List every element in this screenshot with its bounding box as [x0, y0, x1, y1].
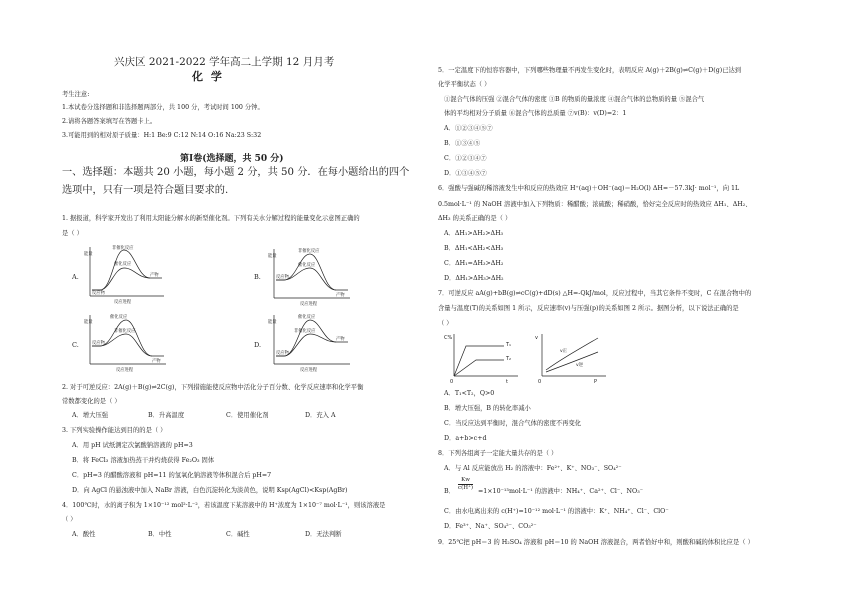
q6-option-b: B．ΔH₁<ΔH₂<ΔH₃	[444, 245, 504, 252]
q1a-cat: 催化反应	[114, 262, 132, 267]
q1c-product: 产物	[152, 359, 161, 364]
q7f1-t1: T₁	[506, 342, 512, 348]
q1-stem-line2: 是（ ）	[62, 230, 83, 237]
q1d-xlabel: 反应进程	[300, 368, 318, 373]
q7f1-ylabel: C%	[444, 335, 453, 341]
q1d-noncat: 非催化反应	[294, 329, 316, 334]
q1a-product: 产物	[150, 273, 159, 278]
q8-option-c: C．由水电离出来的 c(H⁺)=10⁻¹² mol·L⁻¹ 的溶液中：K⁺、NH₄⁺、Cl⁻、ClO⁻	[444, 508, 669, 515]
q6-stem-line2: 0.5mol·L⁻¹ 的 NaOH 溶液中加入下列物质：稀醋酸；浓硫酸；稀硝酸，恰好完全反应时的热效应 ΔH₁、ΔH₂、	[438, 201, 752, 208]
q7f2-vreverse: v逆	[576, 363, 584, 368]
q1a-reactant: 反应物	[92, 291, 105, 296]
q3-option-a: A．用 pH 试纸测定次氯酸钠溶液的 pH=3	[72, 442, 193, 449]
q1b-product: 产物	[336, 293, 345, 298]
q4-stem-line1: 4．100℃时，水的离子积为 1×10⁻¹² mol²·L⁻²，若该温度下某溶液中的 H⁺浓度为 1×10⁻⁷ mol·L⁻¹，则该溶液是	[62, 502, 386, 509]
q1c-ylabel: 能量	[84, 320, 93, 325]
section-instruction: 一、选择题：本题共 20 小题，每小题 2 分，共 50 分．在每小题给出的四个选项中，只有一项是符合题目要求的.	[62, 167, 410, 196]
q5-list-line1: ①混合气体的压强 ②混合气体的密度 ③B 的物质的量浓度 ④混合气体的总物质的量 ⑤混合气	[444, 96, 705, 103]
q2-stem-line1: 2. 对于可逆反应：2A(g)＋B(g)⇌2C(g)，下列措施能使反应物中活化分子百分数、化学反应速率和化学平衡	[62, 384, 364, 391]
q1b-cat: 催化反应	[298, 263, 316, 268]
q1b-noncat: 非催化反应	[298, 249, 320, 254]
q7-option-b: B．增大压强，B 的转化率减小	[444, 405, 531, 412]
q1-option-d-label: D.	[254, 341, 262, 349]
q5-option-a: A．①②③④⑤⑦	[444, 125, 493, 132]
q4-option-b: B．中性	[148, 531, 172, 538]
q1-option-a-label: A.	[72, 273, 79, 281]
q7f2-ylabel: v	[535, 335, 538, 341]
q7-option-d: D．a+b>c+d	[444, 435, 487, 442]
q7-figure-2	[532, 330, 610, 386]
q1-stem-line1: 1. 据报道，科学家开发出了利用太阳能分解水的新型催化剂。下列有关水分解过程的能量变化示意图正确的	[62, 215, 360, 222]
q1d-cat: 催化反应	[298, 315, 316, 320]
q1-option-c-label: C.	[72, 341, 79, 349]
q2-option-d: D．充入 A	[305, 412, 336, 419]
q1d-product: 产物	[336, 337, 345, 342]
q2-option-b: B．升高温度	[148, 412, 185, 419]
q1a-noncat: 非催化反应	[112, 246, 134, 251]
q8-option-b-fraction	[458, 477, 473, 492]
q6-option-a: A．ΔH₁>ΔH₂>ΔH₃	[444, 230, 504, 237]
q4-option-c: C．碱性	[226, 531, 250, 538]
q1b-ylabel: 能量	[268, 254, 277, 259]
q1c-xlabel: 反应进程	[116, 368, 134, 373]
q6-option-c: C．ΔH₁=ΔH₃>ΔH₂	[444, 260, 504, 267]
q8-option-b-text: =1×10⁻¹³mol·L⁻¹ 的溶液中：NH₄⁺、Ca²⁺、Cl⁻、NO₃⁻	[478, 488, 644, 495]
q3-option-d: D．向 AgCl 的悬浊液中加入 NaBr 溶液，白色沉淀转化为淡黄色，说明 Ksp(AgCl)<Ksp(AgBr)	[72, 487, 348, 494]
q6-stem-line3: ΔH₃ 的关系正确的是（ ）	[438, 215, 512, 222]
q8-stem: 8．下列各组离子一定能大量共存的是（ ）	[438, 450, 558, 457]
q1b-reactant: 反应物	[276, 275, 289, 280]
q8-option-d: D．Fe³⁺、Na⁺、SO₄²⁻、CO₃²⁻	[444, 523, 537, 530]
q7f2-xlabel: P	[594, 379, 598, 385]
q1d-reactant: 反应物	[276, 351, 289, 356]
section-title: 第Ⅰ卷(选择题，共 50 分)	[180, 154, 284, 164]
q5-option-d: D．①③④⑤⑦	[444, 170, 487, 177]
q1c-noncat: 非催化反应	[114, 329, 136, 334]
q1-graph-d	[268, 312, 352, 374]
q7-stem-line2: 含量与温度(T)的关系如图 1 所示，反应速率(v)与压强(p)的关系如图 2 所示。据图分析，以下说法正确的是	[438, 305, 739, 312]
q1b-xlabel: 反应进程	[300, 302, 318, 307]
q7f2-vforward: v正	[560, 349, 568, 354]
q5-stem-line1: 5．一定温度下的恒容容器中，下列哪些物理量不再发生变化时，表明反应 A(g)＋2B(g)⇌C(g)＋D(g)已达到	[438, 67, 742, 74]
q4-option-a: A．酸性	[72, 531, 96, 538]
q2-stem-line2: 常数都变化的是（ ）	[62, 398, 121, 405]
notice-heading: 考生注意:	[62, 91, 90, 98]
q8-fraction-numerator: Kw	[458, 477, 473, 485]
q7f1-t2: T₂	[506, 356, 512, 362]
q1c-cat: 催化反应	[110, 315, 128, 320]
exam-title: 兴庆区 2021-2022 学年高二上学期 12 月月考	[114, 56, 335, 68]
q5-option-b: B．①③④⑤	[444, 140, 481, 147]
q1a-ylabel: 能量	[84, 252, 93, 257]
q6-option-d: D．ΔH₁>ΔH₃>ΔH₂	[444, 275, 504, 282]
q1-graph-c	[84, 312, 168, 374]
q1-graph-b	[268, 246, 352, 308]
q1a-xlabel: 反应进程	[114, 300, 132, 305]
q5-list-line2: 体的平均相对分子质量 ⑥混合气体的总质量 ⑦v(B)：v(D)=2：1	[444, 110, 627, 117]
q3-option-c: C．pH=3 的醋酸溶液和 pH=11 的氢氧化钠溶液等体积混合后 pH=7	[72, 472, 272, 479]
q1-option-b-label: B.	[254, 273, 261, 281]
q7f2-origin: 0	[538, 379, 542, 385]
q3-stem: 3. 下列实验操作能达到目的的是（ ）	[62, 427, 167, 434]
q9-stem: 9．25℃把 pH＝3 的 H₂SO₄ 溶液和 pH＝10 的 NaOH 溶液混合，两者恰好中和，则酸和碱的体积比应是（ ）	[438, 539, 754, 546]
notice-item-1: 1.本试卷分选择题和非选择题两部分，共 100 分，考试时间 100 分钟。	[62, 104, 264, 111]
q8-option-a: A．与 Al 反应能放出 H₂ 的溶液中：Fe²⁺、K⁺、NO₃⁻、SO₄²⁻	[444, 465, 622, 472]
q1c-reactant: 反应物	[92, 341, 105, 346]
q1d-ylabel: 能量	[268, 320, 277, 325]
q4-stem-line2: （ ）	[62, 516, 77, 523]
q7f1-xlabel: t	[506, 379, 508, 385]
q7f1-origin: 0	[450, 379, 454, 385]
q1-graph-a	[84, 244, 166, 306]
subject-title: 化 学	[192, 70, 224, 83]
q7-stem-line1: 7．可逆反应 aA(g)+bB(g)⇌cC(g)+dD(s) △H=-QkJ/mol，反应过程中，当其它条件不变时，C 在混合物中的	[438, 290, 752, 297]
q5-option-c: C．①②③④⑦	[444, 155, 487, 162]
q7-option-a: A．T₁<T₂，Q>0	[444, 390, 495, 397]
q2-option-a: A．增大压强	[72, 412, 109, 419]
q8-fraction-denominator: c(H⁺)	[458, 485, 474, 491]
q3-option-b: B．将 FeCl₃ 溶液加热蒸干并灼烧获得 Fe₂O₃ 固体	[72, 457, 215, 464]
q7-option-c: C．当反应达到平衡时，混合气体的密度不再变化	[444, 420, 582, 427]
q7-figure-1	[444, 330, 522, 386]
q2-option-c: C．使用催化剂	[226, 412, 269, 419]
notice-item-3: 3.可能用到的相对原子质量：H:1 Be:9 C:12 N:14 O:16 Na:23 S:32	[62, 132, 262, 139]
q5-stem-line2: 化学平衡状态（ ）	[438, 81, 491, 88]
q7-stem-line3: （ ）	[438, 320, 453, 327]
q8-option-b-label: B．	[444, 488, 455, 495]
q4-option-d: D．无法判断	[305, 531, 342, 538]
notice-item-2: 2.请将各题答案填写在答题卡上。	[62, 118, 157, 125]
q6-stem-line1: 6．强酸与强碱的稀溶液发生中和反应的热效应 H⁺(aq)＋OH⁻(aq)＝H₂O(l) ΔH=－57.3kJ· mol⁻¹，向 1L	[438, 185, 740, 192]
